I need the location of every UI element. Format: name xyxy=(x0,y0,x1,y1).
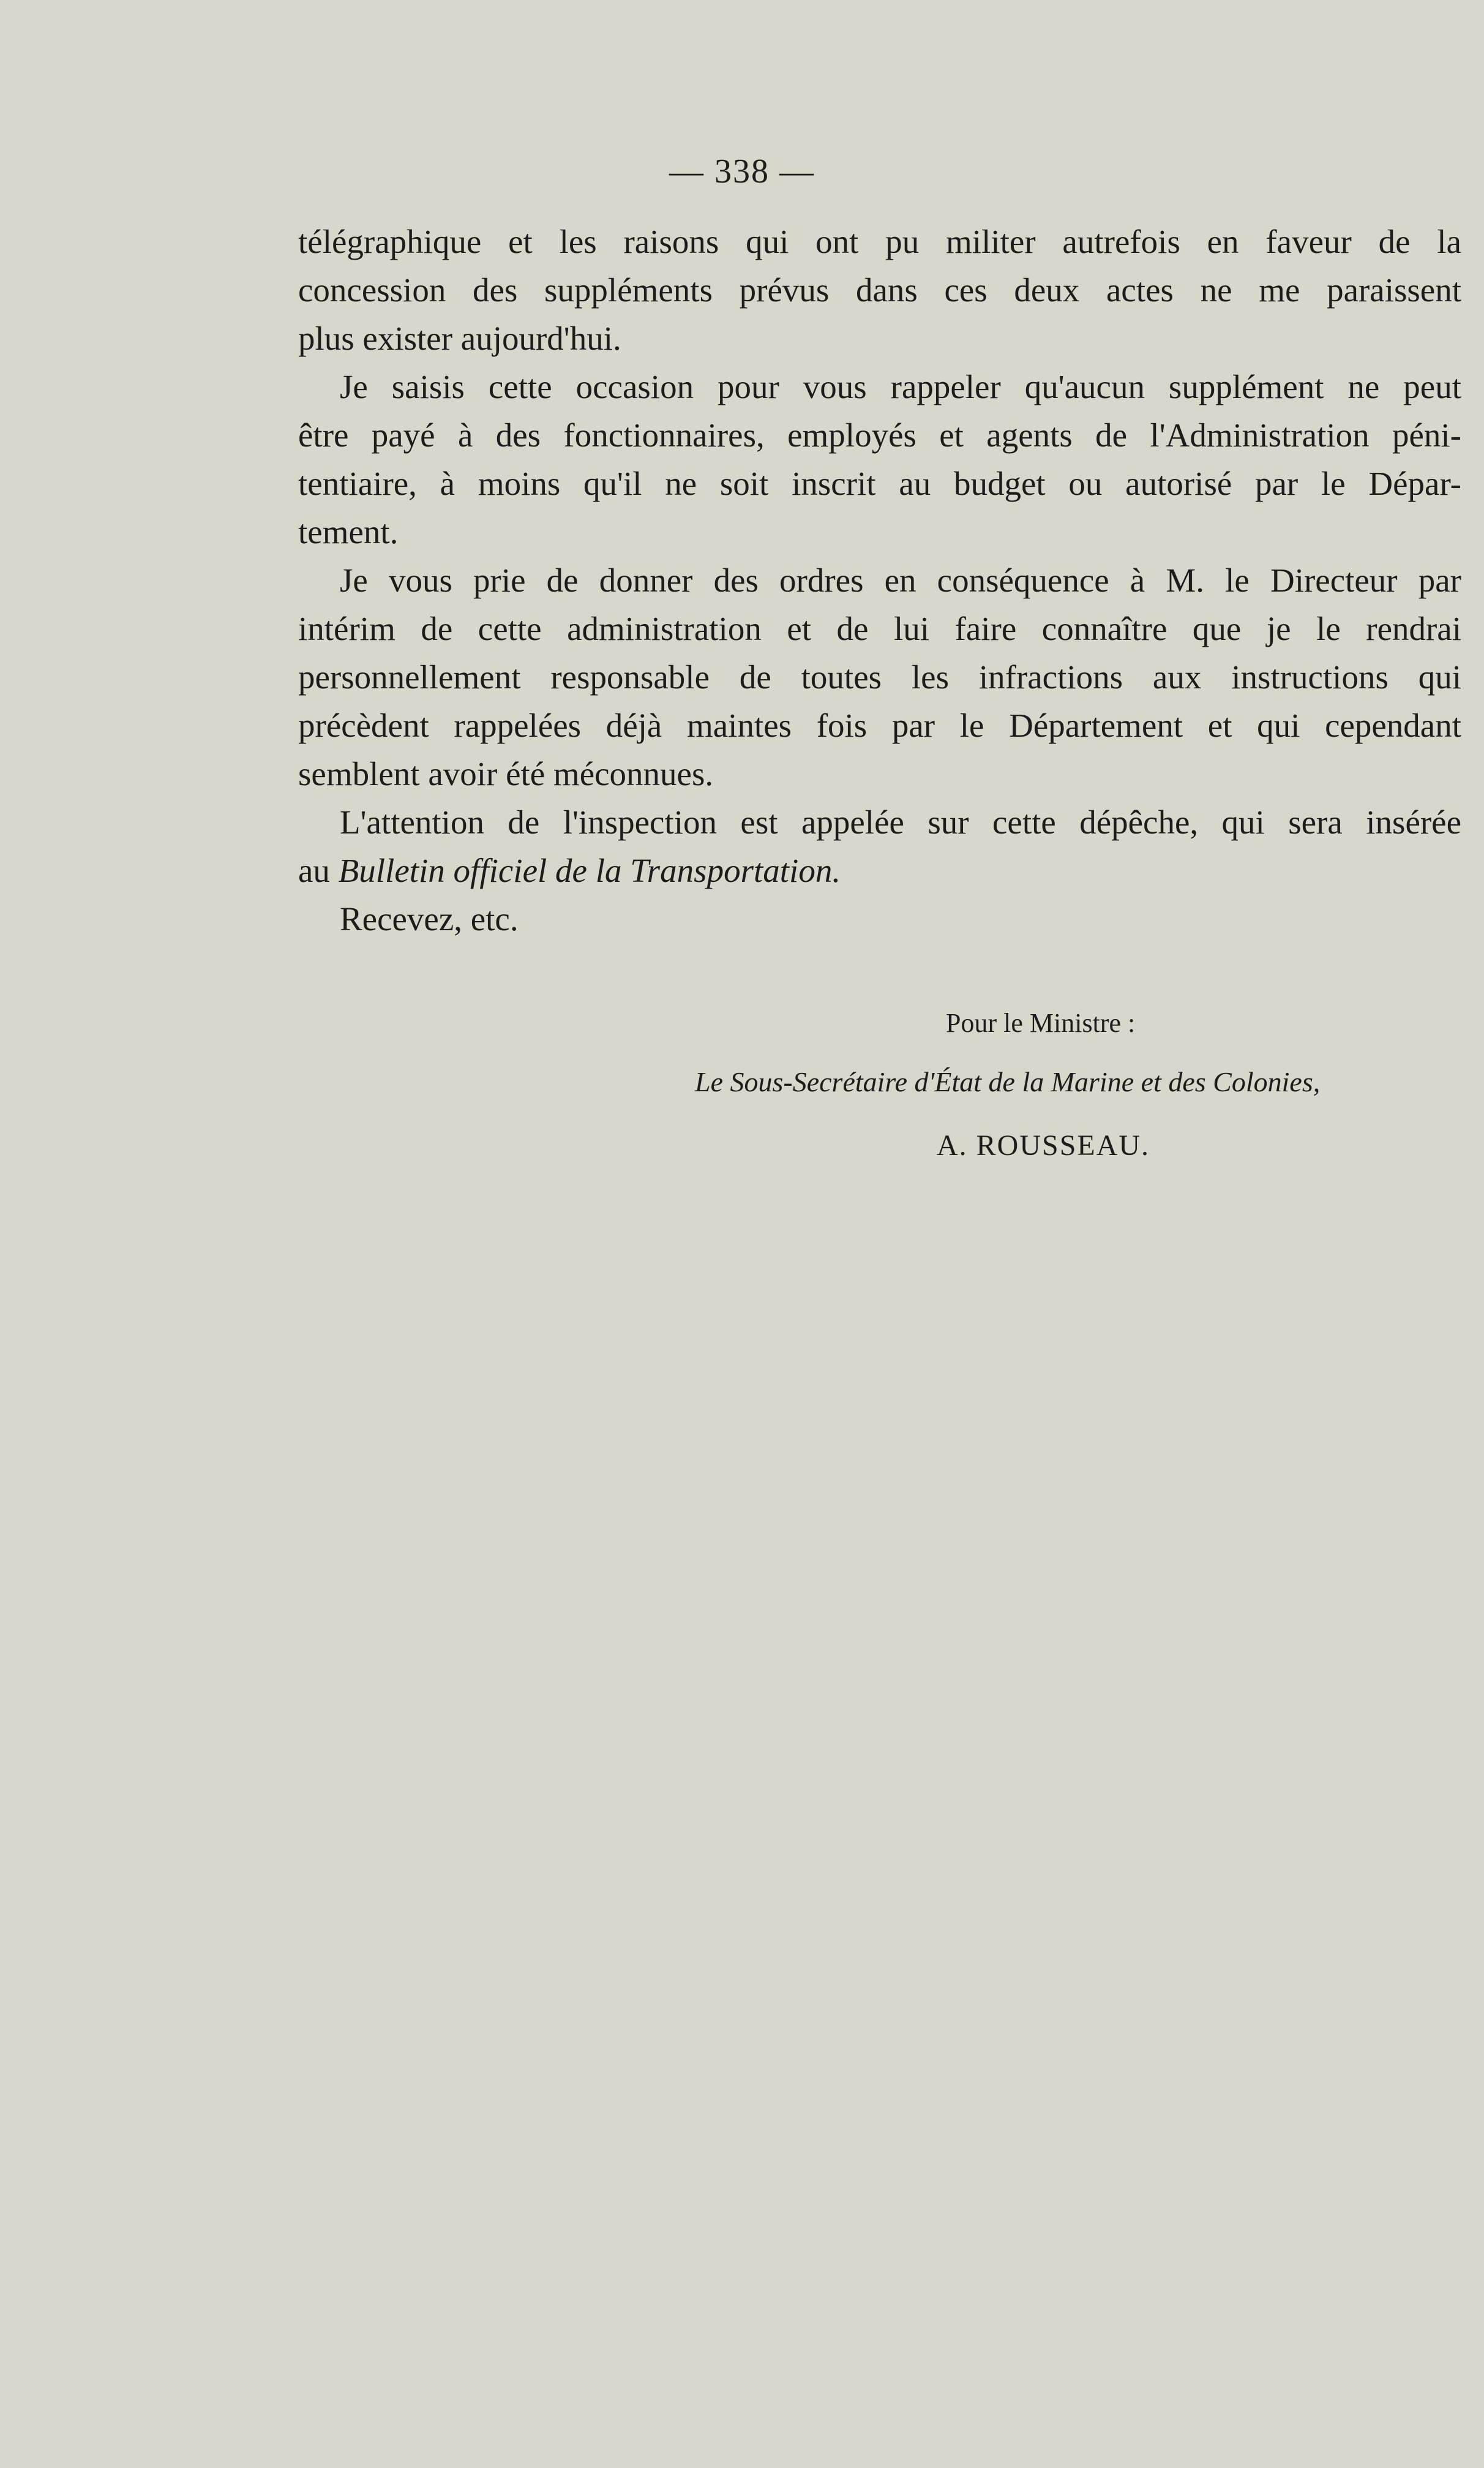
bulletin-line xyxy=(298,846,1461,895)
text-line: personnellement responsable de toutes les infractions aux instructions qui xyxy=(298,658,1461,696)
text-line: Je saisis cette occasion pour vous rappeler qu'aucun supplément ne peut xyxy=(340,368,1461,405)
text-line: télégraphique et les raisons qui ont pu militer autrefois en faveur de la xyxy=(298,223,1461,260)
text-line: L'attention de l'inspection est appelée sur cette dépêche, qui sera insérée xyxy=(340,803,1461,841)
text-line: être payé à des fonctionnaires, employés et agents de l'Administration péni- xyxy=(298,416,1461,454)
text-line: plus exister aujourd'hui. xyxy=(298,320,621,357)
letter-body xyxy=(298,217,1461,943)
signature-title: Le Sous-Secrétaire d'État de la Marine et des Colonies, xyxy=(695,1066,1321,1097)
text-line: concession des suppléments prévus dans ces deux actes ne me paraissent xyxy=(298,271,1461,309)
text-line: tement. xyxy=(298,513,399,551)
bulletin-title: Bulletin officiel de la Transportation. xyxy=(338,852,841,889)
closing-line: Recevez, etc. xyxy=(340,900,519,938)
signature-intro: Pour le Ministre : xyxy=(946,1008,1136,1038)
page-number: — 338 — xyxy=(669,152,815,190)
text-line: Je vous prie de donner des ordres en conséquence à M. le Directeur par xyxy=(340,562,1461,599)
signature-name: A. ROUSSEAU. xyxy=(937,1129,1150,1162)
text-line: tentiaire, à moins qu'il ne soit inscrit au budget ou autorisé par le Dépar- xyxy=(298,465,1461,502)
text-line: précèdent rappelées déjà maintes fois par le Département et qui cependant xyxy=(298,707,1461,744)
text-line: semblent avoir été méconnues. xyxy=(298,755,714,792)
text-line: intérim de cette administration et de lui faire connaître que je le rendrai xyxy=(298,610,1461,647)
bulletin-prefix: au xyxy=(298,852,339,889)
